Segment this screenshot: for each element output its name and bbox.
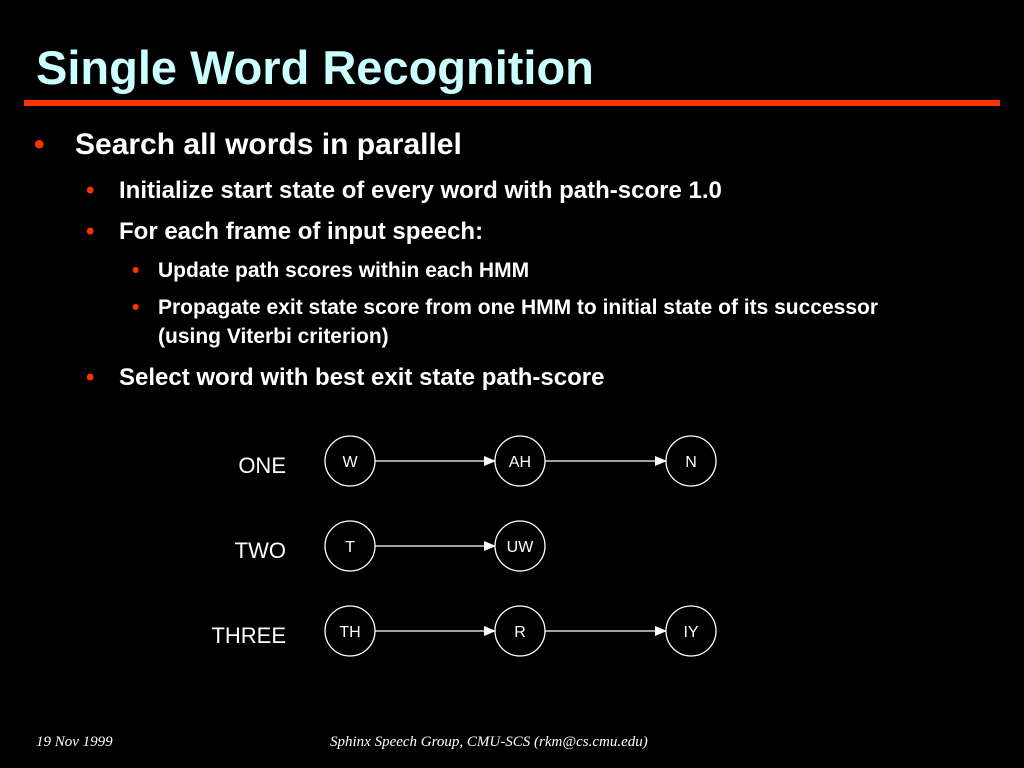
bullet-update-scores: Update path scores within each HMM: [158, 259, 530, 282]
phone-label: R: [514, 624, 526, 641]
bullet-dot-icon: •: [86, 364, 95, 391]
word-row-two: [235, 521, 545, 571]
phone-label: UW: [506, 539, 534, 556]
phone-label: N: [685, 454, 697, 471]
word-row-three: [211, 606, 716, 656]
footer-credit: Sphinx Speech Group, CMU-SCS (rkm@cs.cmu.edu): [330, 734, 648, 750]
word-row-one: [238, 436, 716, 486]
word-label: ONE: [238, 453, 286, 478]
bullet-initialize: Initialize start state of every word with path-score 1.0: [119, 177, 722, 204]
bullet-search-words: Search all words in parallel: [75, 128, 462, 161]
phone-label: TH: [339, 624, 361, 641]
footer-date: 19 Nov 1999: [36, 734, 113, 750]
bullet-dot-icon: •: [86, 218, 95, 245]
bullet-dot-icon: •: [132, 259, 140, 282]
bullet-select-word: Select word with best exit state path-score: [119, 364, 605, 391]
bullet-dot-icon: •: [34, 128, 45, 161]
word-label: TWO: [234, 538, 286, 563]
bullet-dot-icon: •: [132, 296, 140, 319]
phone-label: W: [342, 454, 358, 471]
bullet-each-frame: For each frame of input speech:: [119, 218, 484, 245]
bullet-propagate: Propagate exit state score from one HMM to initial state of its successor (using Viterbi criterion): [158, 296, 879, 348]
phone-label: T: [345, 539, 355, 556]
bullet-dot-icon: •: [86, 177, 95, 204]
slide-title: Single Word Recognition: [36, 41, 594, 94]
phone-label: IY: [683, 624, 699, 641]
phone-label: AH: [508, 454, 532, 471]
word-label: THREE: [211, 623, 286, 648]
